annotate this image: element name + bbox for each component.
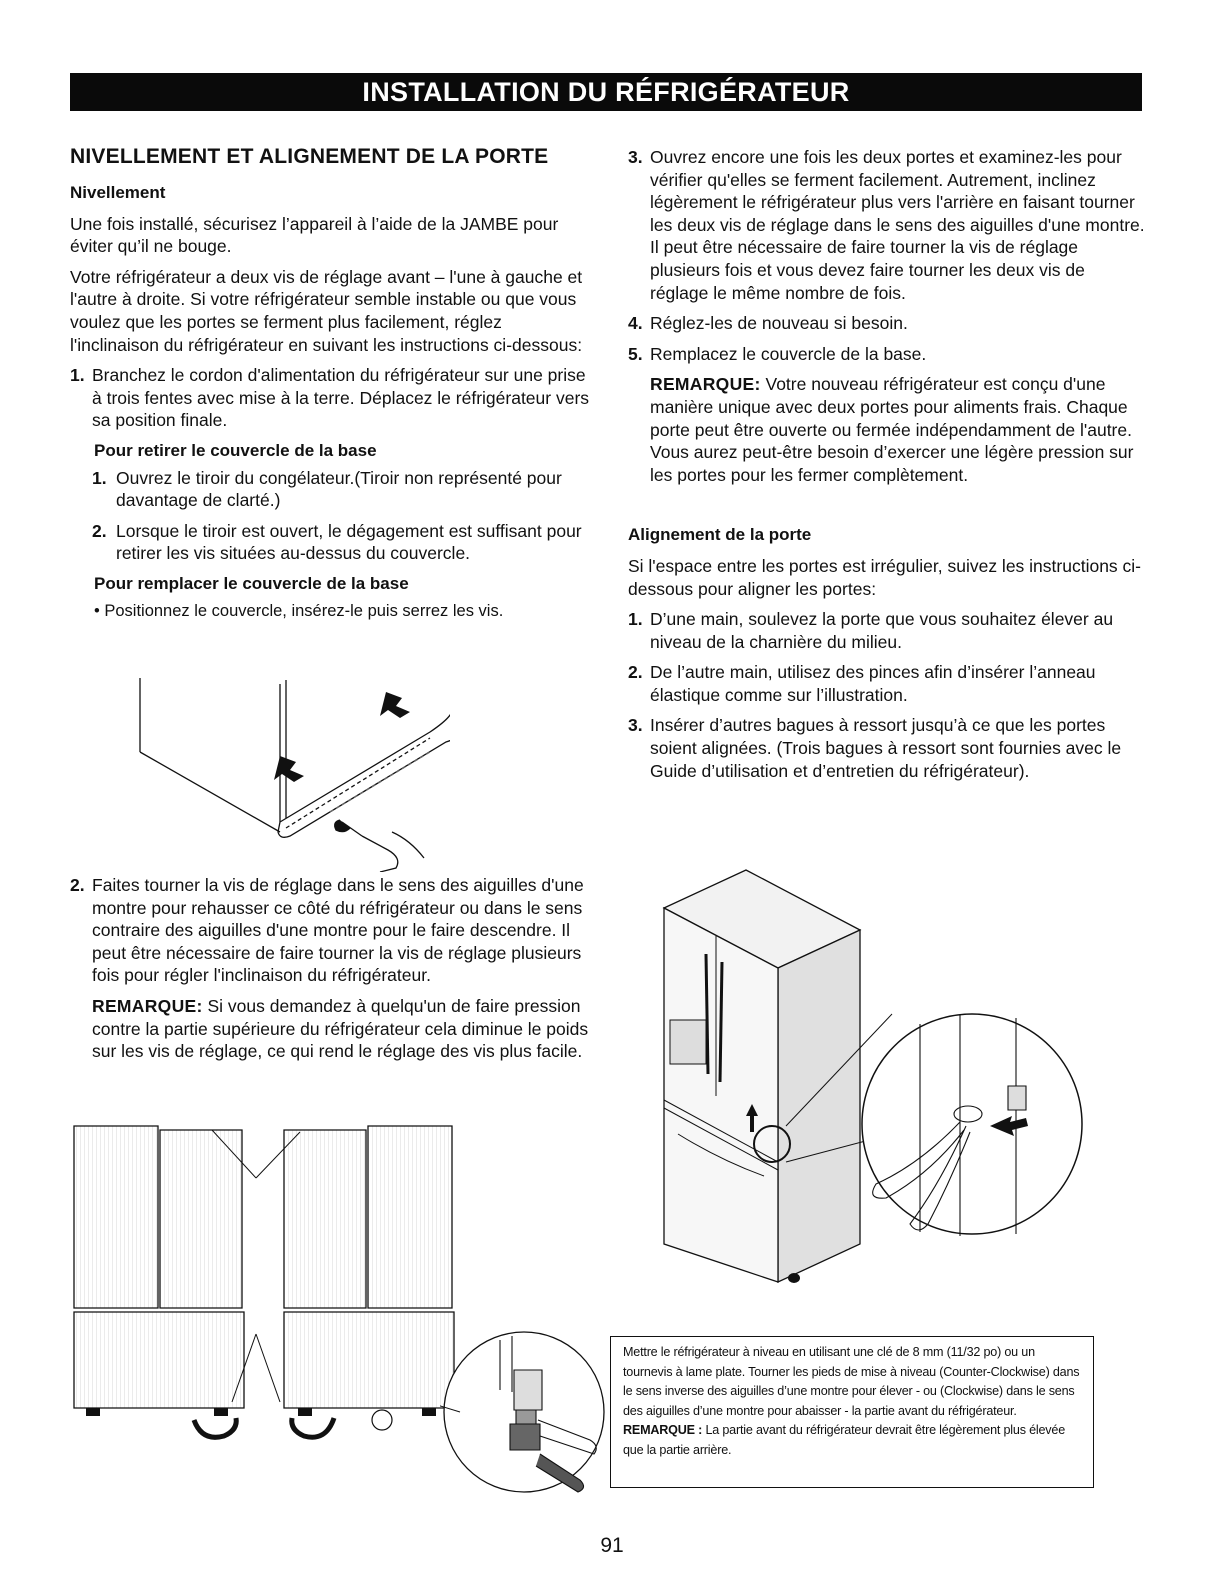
page-banner: INSTALLATION DU RÉFRIGÉRATEUR [70, 73, 1142, 111]
subsection-title-door-alignment: Alignement de la porte [628, 525, 812, 545]
paragraph-intro: Une fois installé, sécurisez l’appareil à l’aide de la JAMBE pour éviter qu’il ne bouge. [70, 213, 559, 257]
align-step-2 [628, 661, 1148, 706]
note-right [650, 373, 1148, 486]
section-title: NIVELLEMENT ET ALIGNEMENT DE LA PORTE [70, 145, 549, 168]
leveling-caption-box [610, 1336, 1094, 1488]
step-text: Branchez le cordon d'alimentation du réfrigérateur sur une prise à trois fentes avec mise à la terre. Déplacez le réfrigérateur vers sa position finale. [92, 365, 590, 431]
replace-bullet: • Positionnez le couvercle, insérez-le puis serrez les vis. [94, 601, 504, 620]
arrow-right-icon [380, 692, 410, 718]
heading-replace-cover: Pour remplacer le couvercle de la base [94, 573, 409, 593]
step-text: Insérer d’autres bagues à ressort jusqu’à ce que les portes soient alignées. (Trois bagues à ressort sont fournies avec le Guide d’utilisation et d’entretien du réfrigérateur). [650, 715, 1122, 781]
step-3 [628, 146, 1148, 304]
step-number: 1. [628, 609, 643, 630]
rotate-counterclockwise-icon [194, 1418, 236, 1437]
step-5 [628, 343, 1148, 366]
step-2 [70, 874, 590, 987]
paragraph-align-intro: Si l'espace entre les portes est irrégulier, suivez les instructions ci-dessous pour aligner les portes: [628, 555, 1142, 599]
note-left [92, 995, 590, 1063]
step-1 [70, 364, 590, 432]
caption-note-text: La partie avant du réfrigérateur devrait être légèrement plus élevée que la partie arrière. [623, 1423, 1066, 1457]
subsection-title-leveling: Nivellement [70, 183, 166, 202]
step-number: 2. [92, 520, 107, 541]
leveling-legs-illustration [72, 1124, 456, 1454]
caption-note [623, 1421, 1085, 1460]
step-text: Ouvrez encore une fois les deux portes et examinez-les pour vérifier qu'elles se ferment facilement. Autrement, inclinez légèrement le réfrigérateur plus vers l'arrière en faisant tourner les deux vis de réglage dans le sens des aiguilles d'une montre. Il peut être nécessaire de faire tourner la vis de réglage plusieurs fois et vous devez faire tourner les deux vis de réglage le même nombre de fois. [650, 147, 1145, 303]
paragraph-screws: Votre réfrigérateur a deux vis de réglage avant – l'une à gauche et l'autre à droite. Si votre réfrigérateur semble instable ou que vous voulez que les portes se ferment plus facilement, réglez l'inclinaison du réfrigérateur en suivant les instructions ci-dessous: [70, 266, 583, 355]
step-text: Ouvrez le tiroir du congélateur.(Tiroir non représenté pour davantage de clarté.) [116, 467, 562, 511]
step-number: 5. [628, 343, 643, 364]
remove-step-2 [70, 520, 590, 565]
step-text: Réglez-les de nouveau si besoin. [650, 313, 908, 334]
caption-text: Mettre le réfrigérateur à niveau en utilisant une clé de 8 mm (11/32 po) ou un tournevis à lame plate. Tourner les pieds de mise à niveau (Counter-Clockwise) dans le sens inverse des aiguilles d’une montre pour élever - ou (Clockwise) dans le sens des aiguilles d’une montre pour abaisser - la partie avant du réfrigérateur. [623, 1345, 1080, 1418]
right-column [628, 146, 1148, 790]
door-alignment-illustration [660, 864, 1110, 1294]
caption-note-label: REMARQUE : [623, 1423, 703, 1438]
step-number: 4. [628, 313, 643, 334]
step-number: 3. [628, 715, 643, 736]
note-label: REMARQUE: [650, 374, 761, 395]
left-column-lower [70, 874, 590, 1071]
wrench-detail-illustration [440, 1330, 610, 1500]
step-number: 2. [628, 662, 643, 683]
step-4 [628, 312, 1148, 335]
align-step-3 [628, 714, 1148, 782]
note-text: Votre nouveau réfrigérateur est conçu d'une manière unique avec deux portes pour aliments frais. Chaque porte peut être ouverte ou fermée indépendamment de l'autre. Vous aurez peut-être besoin d’exercer une légère pression sur les portes pour les fermer complètement. [650, 374, 1134, 485]
page-number: 91 [600, 1534, 624, 1557]
screwdriver-hand-icon [335, 820, 424, 872]
note-label: REMARQUE: [92, 995, 203, 1016]
arrow-right-icon [274, 756, 304, 782]
note-text: Si vous demandez à quelqu'un de faire pression contre la partie supérieure du réfrigérateur cela diminue le poids sur les vis de réglage, ce qui rend le réglage des vis plus facile. [92, 995, 589, 1062]
step-text: Faites tourner la vis de réglage dans le sens des aiguilles d'une montre pour rehausser ce côté du réfrigérateur ou dans le sens contraire des aiguilles d'une montre pour le faire descendre. Il peut être nécessaire de faire tourner la vis de réglage plusieurs fois pour régler l'inclinaison du réfrigérateur. [92, 875, 584, 986]
step-text: De l’autre main, utilisez des pinces afin d’insérer l’anneau élastique comme sur l’illustration. [650, 662, 1096, 705]
step-number: 2. [70, 875, 85, 895]
heading-remove-cover: Pour retirer le couvercle de la base [94, 440, 377, 460]
step-text: D’une main, soulevez la porte que vous souhaitez élever au niveau de la charnière du milieu. [650, 609, 1114, 652]
step-number: 1. [70, 365, 85, 386]
step-text: Remplacez le couvercle de la base. [650, 343, 927, 364]
step-number: 1. [92, 467, 107, 488]
step-number: 3. [628, 147, 643, 167]
align-step-1 [628, 608, 1148, 653]
base-cover-illustration [130, 672, 450, 872]
rotate-clockwise-icon [292, 1418, 334, 1437]
left-column [70, 144, 590, 630]
step-text: Lorsque le tiroir est ouvert, le dégagement est suffisant pour retirer les vis situées au-dessus du couvercle. [116, 520, 582, 564]
remove-step-1 [70, 467, 590, 512]
